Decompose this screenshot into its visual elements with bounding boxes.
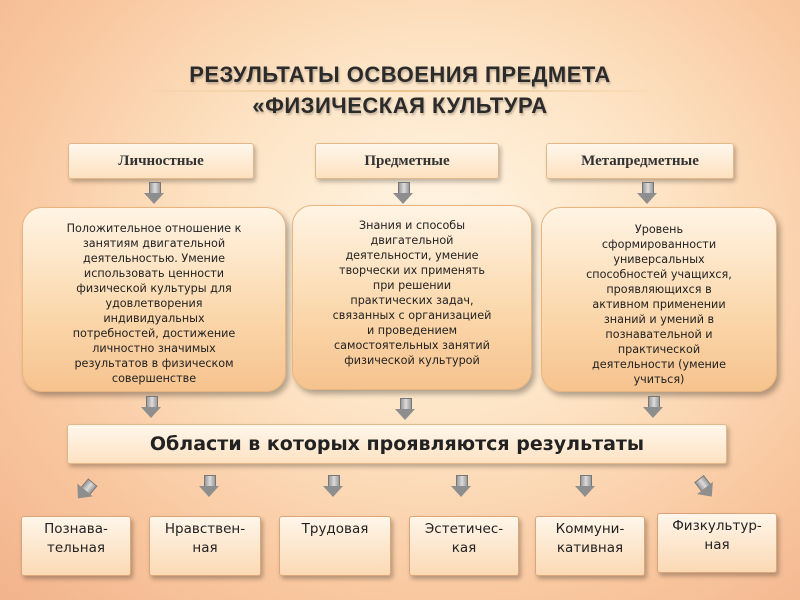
description-line: деятельности, умение: [345, 249, 479, 262]
areas-header: Области в которых проявляются результаты: [67, 424, 727, 464]
down-left-arrow-icon: [72, 476, 98, 503]
description-line: потребностей, достижение: [72, 327, 236, 340]
slide-title-line-1: РЕЗУЛЬТАТЫ ОСВОЕНИЯ ПРЕДМЕТА: [189, 62, 611, 87]
description-line: Уровень: [634, 223, 684, 236]
description-line: учиться): [633, 373, 685, 386]
description-line: деятельностью. Умение: [82, 252, 226, 265]
description-line: удовлетворения: [105, 297, 203, 310]
area-labor: [279, 516, 391, 576]
description-line: занятиям двигательной: [82, 237, 226, 250]
description-line: использовать ценности: [83, 267, 225, 280]
description-line: и проведением: [366, 324, 458, 337]
area-label-line: ная: [192, 540, 218, 556]
down-arrow-icon: [577, 475, 593, 497]
area-label-line: кативная: [556, 540, 624, 556]
category-metasubject: Метапредметные: [546, 143, 734, 179]
description-line: практической: [617, 343, 701, 356]
description-line: результатов в физическом: [74, 357, 234, 370]
description-metasubject: [541, 207, 777, 392]
description-line: способностей учащихся,: [586, 268, 732, 281]
category-personal: Личностные: [68, 143, 254, 179]
description-line: знаний и умений в: [603, 313, 715, 326]
description-line: двигательной: [370, 234, 454, 247]
description-line: связанных с организацией: [332, 309, 492, 322]
description-line: практических задач,: [350, 294, 474, 307]
area-physical-culture: [657, 513, 777, 573]
description-line: совершенстве: [111, 372, 197, 385]
area-label-line: ная: [704, 537, 730, 553]
description-line: при решении: [372, 279, 452, 292]
area-label-line: Коммуни-: [555, 521, 625, 537]
area-label-line: тельная: [47, 540, 105, 556]
area-cognitive: [21, 516, 131, 576]
down-arrow-icon: [397, 398, 413, 420]
area-label-line: Нравствен-: [164, 521, 246, 537]
down-right-arrow-icon: [692, 474, 718, 501]
area-moral: [149, 516, 261, 576]
description-line: универсальных: [613, 253, 705, 266]
area-aesthetic: [409, 516, 519, 576]
description-line: деятельности (умение: [592, 358, 726, 371]
description-line: познавательной и: [605, 328, 713, 341]
area-label-line: Эстетичес-: [424, 521, 504, 537]
title-underline: [150, 90, 648, 92]
description-line: личностно значимых: [92, 342, 216, 355]
area-label-line: Физкультур-: [672, 518, 762, 534]
description-line: Положительное отношение к: [66, 222, 242, 235]
description-line: активном применении: [592, 298, 726, 311]
description-line: самостоятельных занятий: [334, 339, 490, 352]
down-arrow-icon: [143, 396, 159, 418]
area-label-line: кая: [451, 540, 477, 556]
description-line: проявляющихся в: [606, 283, 712, 296]
down-arrow-icon: [325, 475, 341, 497]
description-line: творчески их применять: [339, 264, 485, 277]
down-arrow-icon: [395, 182, 411, 204]
description-line: физической культурой: [344, 354, 480, 367]
category-subject: Предметные: [315, 143, 499, 179]
slide-title-line-2: «ФИЗИЧЕСКАЯ КУЛЬТУРА: [252, 93, 548, 118]
description-subject: [292, 205, 532, 390]
down-arrow-icon: [453, 475, 469, 497]
area-communicative: [535, 516, 645, 576]
area-label-line: Трудовая: [301, 521, 369, 537]
description-personal: [22, 207, 286, 392]
down-arrow-icon: [146, 182, 162, 204]
down-arrow-icon: [645, 396, 661, 418]
description-line: сформированности: [601, 238, 717, 251]
down-arrow-icon: [639, 182, 655, 204]
description-line: физической культуры для: [76, 282, 232, 295]
description-line: Знания и способы: [358, 219, 466, 232]
area-label-line: Познава-: [44, 521, 108, 537]
description-line: индивидуальных: [103, 312, 205, 325]
down-arrow-icon: [201, 475, 217, 497]
